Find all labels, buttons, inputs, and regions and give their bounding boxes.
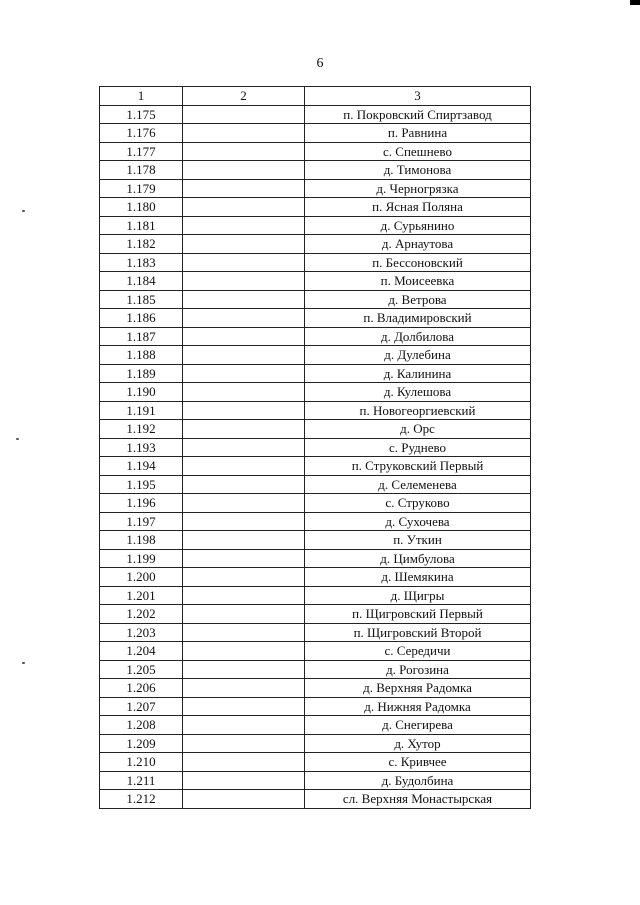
settlement-name-cell: п. Струковский Первый bbox=[305, 457, 531, 476]
settlement-name-cell: д. Сухочева bbox=[305, 512, 531, 531]
table-body bbox=[100, 105, 531, 808]
row-col2-cell bbox=[183, 697, 305, 716]
settlement-name-cell: д. Тимонова bbox=[305, 161, 531, 180]
settlement-name-cell: п. Бессоновский bbox=[305, 253, 531, 272]
row-number-cell: 1.200 bbox=[100, 568, 183, 587]
row-col2-cell bbox=[183, 660, 305, 679]
row-number-cell: 1.185 bbox=[100, 290, 183, 309]
settlement-name-cell: д. Черногрязка bbox=[305, 179, 531, 198]
row-col2-cell bbox=[183, 253, 305, 272]
row-col2-cell bbox=[183, 235, 305, 254]
row-number-cell: 1.184 bbox=[100, 272, 183, 291]
scan-corner-mark bbox=[630, 0, 640, 5]
table-row bbox=[100, 494, 531, 513]
table-row bbox=[100, 438, 531, 457]
table-row bbox=[100, 124, 531, 143]
row-number-cell: 1.211 bbox=[100, 771, 183, 790]
row-number-cell: 1.187 bbox=[100, 327, 183, 346]
row-col2-cell bbox=[183, 364, 305, 383]
scan-speck bbox=[22, 210, 25, 212]
row-col2-cell bbox=[183, 512, 305, 531]
settlement-name-cell: д. Нижняя Радомка bbox=[305, 697, 531, 716]
row-col2-cell bbox=[183, 605, 305, 624]
table-row bbox=[100, 364, 531, 383]
scan-speck bbox=[16, 438, 19, 440]
row-col2-cell bbox=[183, 124, 305, 143]
row-number-cell: 1.177 bbox=[100, 142, 183, 161]
table-row bbox=[100, 253, 531, 272]
settlement-name-cell: д. Хутор bbox=[305, 734, 531, 753]
row-number-cell: 1.197 bbox=[100, 512, 183, 531]
header-col-1: 1 bbox=[100, 87, 183, 106]
row-col2-cell bbox=[183, 475, 305, 494]
row-number-cell: 1.198 bbox=[100, 531, 183, 550]
table-row bbox=[100, 753, 531, 772]
row-col2-cell bbox=[183, 142, 305, 161]
table-row bbox=[100, 512, 531, 531]
row-number-cell: 1.183 bbox=[100, 253, 183, 272]
table-row bbox=[100, 179, 531, 198]
settlement-name-cell: п. Равнина bbox=[305, 124, 531, 143]
table-row bbox=[100, 790, 531, 809]
row-number-cell: 1.206 bbox=[100, 679, 183, 698]
row-col2-cell bbox=[183, 383, 305, 402]
row-col2-cell bbox=[183, 642, 305, 661]
row-number-cell: 1.181 bbox=[100, 216, 183, 235]
row-col2-cell bbox=[183, 771, 305, 790]
row-col2-cell bbox=[183, 568, 305, 587]
settlement-name-cell: д. Сурьянино bbox=[305, 216, 531, 235]
row-col2-cell bbox=[183, 679, 305, 698]
row-col2-cell bbox=[183, 401, 305, 420]
settlement-name-cell: д. Рогозина bbox=[305, 660, 531, 679]
row-number-cell: 1.202 bbox=[100, 605, 183, 624]
table-row bbox=[100, 235, 531, 254]
settlement-name-cell: с. Середичи bbox=[305, 642, 531, 661]
row-col2-cell bbox=[183, 216, 305, 235]
row-col2-cell bbox=[183, 586, 305, 605]
row-number-cell: 1.180 bbox=[100, 198, 183, 217]
settlement-name-cell: п. Владимировский bbox=[305, 309, 531, 328]
row-col2-cell bbox=[183, 734, 305, 753]
settlement-name-cell: д. Калинина bbox=[305, 364, 531, 383]
settlement-name-cell: д. Арнаутова bbox=[305, 235, 531, 254]
settlement-name-cell: п. Новогеоргиевский bbox=[305, 401, 531, 420]
row-number-cell: 1.182 bbox=[100, 235, 183, 254]
row-number-cell: 1.179 bbox=[100, 179, 183, 198]
table-row bbox=[100, 549, 531, 568]
row-number-cell: 1.212 bbox=[100, 790, 183, 809]
settlement-name-cell: д. Долбилова bbox=[305, 327, 531, 346]
row-col2-cell bbox=[183, 346, 305, 365]
settlement-name-cell: д. Селеменева bbox=[305, 475, 531, 494]
table-row bbox=[100, 198, 531, 217]
settlement-name-cell: п. Ясная Поляна bbox=[305, 198, 531, 217]
settlement-name-cell: п. Покровский Спиртзавод bbox=[305, 105, 531, 124]
table-row bbox=[100, 346, 531, 365]
settlement-name-cell: п. Щигровский Второй bbox=[305, 623, 531, 642]
table-row bbox=[100, 475, 531, 494]
row-col2-cell bbox=[183, 290, 305, 309]
settlement-name-cell: д. Шемякина bbox=[305, 568, 531, 587]
header-col-2: 2 bbox=[183, 87, 305, 106]
row-number-cell: 1.186 bbox=[100, 309, 183, 328]
table-row bbox=[100, 383, 531, 402]
row-number-cell: 1.204 bbox=[100, 642, 183, 661]
table-row bbox=[100, 272, 531, 291]
settlement-name-cell: с. Кривчее bbox=[305, 753, 531, 772]
settlement-name-cell: с. Руднево bbox=[305, 438, 531, 457]
table-row bbox=[100, 642, 531, 661]
header-row bbox=[100, 87, 531, 106]
row-col2-cell bbox=[183, 272, 305, 291]
row-number-cell: 1.205 bbox=[100, 660, 183, 679]
table-row bbox=[100, 734, 531, 753]
table-row bbox=[100, 216, 531, 235]
settlement-name-cell: п. Моисеевка bbox=[305, 272, 531, 291]
table-row bbox=[100, 309, 531, 328]
row-col2-cell bbox=[183, 457, 305, 476]
row-col2-cell bbox=[183, 420, 305, 439]
table-row bbox=[100, 771, 531, 790]
table-row bbox=[100, 531, 531, 550]
table-row bbox=[100, 623, 531, 642]
row-col2-cell bbox=[183, 623, 305, 642]
row-number-cell: 1.201 bbox=[100, 586, 183, 605]
table-row bbox=[100, 716, 531, 735]
row-number-cell: 1.207 bbox=[100, 697, 183, 716]
table-row bbox=[100, 457, 531, 476]
table-row bbox=[100, 697, 531, 716]
row-col2-cell bbox=[183, 198, 305, 217]
table-header bbox=[100, 87, 531, 106]
row-col2-cell bbox=[183, 790, 305, 809]
row-col2-cell bbox=[183, 531, 305, 550]
settlement-name-cell: д. Кулешова bbox=[305, 383, 531, 402]
row-number-cell: 1.175 bbox=[100, 105, 183, 124]
table-row bbox=[100, 568, 531, 587]
row-col2-cell bbox=[183, 105, 305, 124]
table-row bbox=[100, 420, 531, 439]
row-number-cell: 1.208 bbox=[100, 716, 183, 735]
row-number-cell: 1.193 bbox=[100, 438, 183, 457]
row-number-cell: 1.191 bbox=[100, 401, 183, 420]
table-row bbox=[100, 401, 531, 420]
row-number-cell: 1.194 bbox=[100, 457, 183, 476]
table-row bbox=[100, 290, 531, 309]
settlement-name-cell: д. Цимбулова bbox=[305, 549, 531, 568]
row-number-cell: 1.188 bbox=[100, 346, 183, 365]
row-col2-cell bbox=[183, 753, 305, 772]
row-number-cell: 1.178 bbox=[100, 161, 183, 180]
settlement-name-cell: сл. Верхняя Монастырская bbox=[305, 790, 531, 809]
page-number: 6 bbox=[316, 56, 324, 71]
row-number-cell: 1.189 bbox=[100, 364, 183, 383]
settlements-table bbox=[99, 86, 531, 809]
row-col2-cell bbox=[183, 161, 305, 180]
table-row bbox=[100, 327, 531, 346]
settlement-name-cell: д. Орс bbox=[305, 420, 531, 439]
row-col2-cell bbox=[183, 716, 305, 735]
row-number-cell: 1.176 bbox=[100, 124, 183, 143]
settlement-name-cell: д. Дулебина bbox=[305, 346, 531, 365]
row-col2-cell bbox=[183, 549, 305, 568]
settlement-name-cell: п. Щигровский Первый bbox=[305, 605, 531, 624]
settlement-name-cell: д. Щигры bbox=[305, 586, 531, 605]
row-col2-cell bbox=[183, 179, 305, 198]
table-row bbox=[100, 660, 531, 679]
row-number-cell: 1.195 bbox=[100, 475, 183, 494]
settlement-name-cell: д. Будолбина bbox=[305, 771, 531, 790]
row-col2-cell bbox=[183, 327, 305, 346]
header-col-3: 3 bbox=[305, 87, 531, 106]
table-row bbox=[100, 142, 531, 161]
table-row bbox=[100, 679, 531, 698]
row-col2-cell bbox=[183, 494, 305, 513]
settlement-name-cell: д. Ветрова bbox=[305, 290, 531, 309]
scan-speck bbox=[22, 662, 25, 664]
row-number-cell: 1.192 bbox=[100, 420, 183, 439]
table-row bbox=[100, 161, 531, 180]
row-number-cell: 1.209 bbox=[100, 734, 183, 753]
row-number-cell: 1.203 bbox=[100, 623, 183, 642]
row-number-cell: 1.190 bbox=[100, 383, 183, 402]
row-number-cell: 1.210 bbox=[100, 753, 183, 772]
settlement-name-cell: д. Снегирева bbox=[305, 716, 531, 735]
settlement-name-cell: с. Спешнево bbox=[305, 142, 531, 161]
table-row bbox=[100, 605, 531, 624]
row-col2-cell bbox=[183, 438, 305, 457]
settlement-name-cell: д. Верхняя Радомка bbox=[305, 679, 531, 698]
row-number-cell: 1.196 bbox=[100, 494, 183, 513]
settlement-name-cell: п. Уткин bbox=[305, 531, 531, 550]
row-col2-cell bbox=[183, 309, 305, 328]
table-row bbox=[100, 586, 531, 605]
row-number-cell: 1.199 bbox=[100, 549, 183, 568]
table-row bbox=[100, 105, 531, 124]
settlement-name-cell: с. Струково bbox=[305, 494, 531, 513]
